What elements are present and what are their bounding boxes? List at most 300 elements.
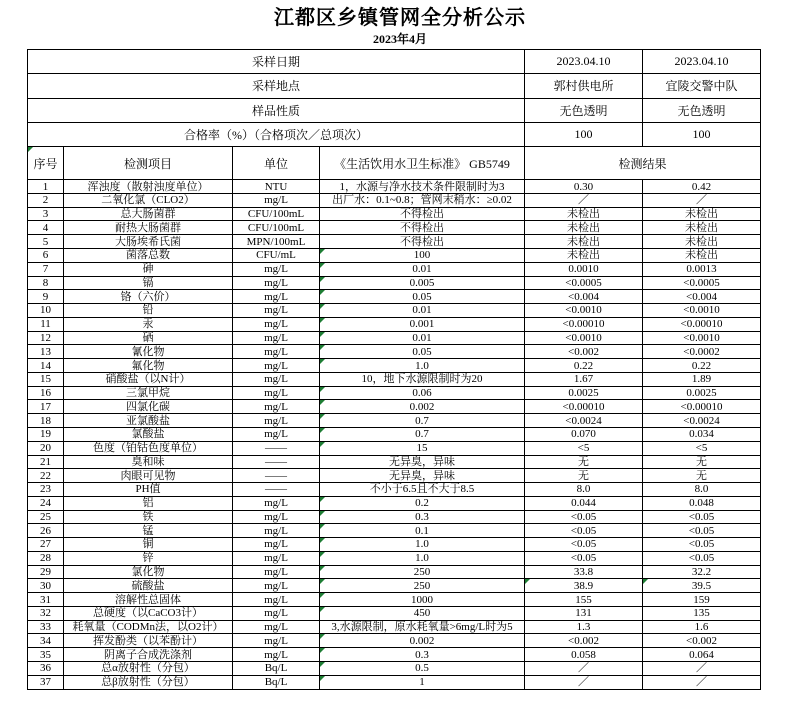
- cell-standard: 0.3: [320, 648, 525, 662]
- cell-standard: 0.1: [320, 524, 525, 538]
- table-row: [28, 317, 761, 331]
- cell-flag-triangle-icon: [320, 497, 325, 502]
- cell-unit: mg/L: [233, 620, 320, 634]
- cell-flag-triangle-icon: [320, 332, 325, 337]
- cell-result-2: 32.2: [643, 565, 761, 579]
- table-header-row: [28, 147, 761, 180]
- cell-result-2: 未检出: [643, 207, 761, 221]
- analysis-table: [27, 49, 761, 690]
- cell-result-1: <0.0010: [525, 331, 643, 345]
- cell-result-1: <0.05: [525, 524, 643, 538]
- table-row: [28, 634, 761, 648]
- cell-result-1: <0.00010: [525, 400, 643, 414]
- cell-item: 铝: [64, 496, 233, 510]
- cell-no: 24: [28, 496, 64, 510]
- cell-standard: 0.01: [320, 262, 525, 276]
- cell-result-2: <0.002: [643, 634, 761, 648]
- meta-label: 采样日期: [28, 50, 525, 74]
- meta-value-2: 2023.04.10: [643, 50, 761, 74]
- page-subtitle: 2023年4月: [372, 32, 427, 46]
- cell-result-1: <0.05: [525, 510, 643, 524]
- cell-result-1: 0.0010: [525, 262, 643, 276]
- cell-standard: 0.05: [320, 345, 525, 359]
- cell-no: 1: [28, 180, 64, 194]
- table-row: [28, 276, 761, 290]
- cell-result-1: 1.67: [525, 372, 643, 386]
- cell-flag-triangle-icon: [320, 345, 325, 350]
- cell-item: 菌落总数: [64, 249, 233, 263]
- cell-result-1: 未检出: [525, 235, 643, 249]
- cell-item: 浑浊度（散射浊度单位）: [64, 180, 233, 194]
- cell-unit: mg/L: [233, 290, 320, 304]
- cell-unit: mg/L: [233, 372, 320, 386]
- cell-item: 三氯甲烷: [64, 386, 233, 400]
- cell-result-1: ／: [525, 661, 643, 675]
- cell-result-2: <0.0010: [643, 331, 761, 345]
- table-row: [28, 386, 761, 400]
- cell-unit: Bq/L: [233, 675, 320, 689]
- cell-standard: 3,水源限制，原水耗氧量>6mg/L时为5: [320, 620, 525, 634]
- cell-no: 19: [28, 427, 64, 441]
- cell-result-2: 未检出: [643, 235, 761, 249]
- cell-no: 8: [28, 276, 64, 290]
- col-header-standard: 《生活饮用水卫生标准》 GB5749: [320, 147, 525, 180]
- cell-unit: mg/L: [233, 634, 320, 648]
- table-row: [28, 262, 761, 276]
- cell-no: 3: [28, 207, 64, 221]
- cell-item: 臭和味: [64, 455, 233, 469]
- cell-unit: mg/L: [233, 331, 320, 345]
- cell-flag-triangle-icon: [320, 593, 325, 598]
- cell-result-2: 135: [643, 606, 761, 620]
- cell-no: 16: [28, 386, 64, 400]
- cell-unit: mg/L: [233, 262, 320, 276]
- cell-item: 铬（六价）: [64, 290, 233, 304]
- meta-row-pass-rate: [28, 122, 761, 146]
- table-row: [28, 414, 761, 428]
- cell-flag-triangle-icon: [320, 607, 325, 612]
- cell-no: 4: [28, 221, 64, 235]
- cell-unit: Bq/L: [233, 661, 320, 675]
- cell-no: 30: [28, 579, 64, 593]
- meta-value-1: 2023.04.10: [525, 50, 643, 74]
- cell-standard: 0.01: [320, 331, 525, 345]
- cell-no: 32: [28, 606, 64, 620]
- meta-row-sampling-location: [28, 74, 761, 98]
- col-header-result: 检测结果: [525, 147, 761, 180]
- cell-item: 亚氯酸盐: [64, 414, 233, 428]
- meta-value-1: 100: [525, 122, 643, 146]
- cell-no: 23: [28, 483, 64, 497]
- cell-result-2: 未检出: [643, 249, 761, 263]
- cell-item: 铅: [64, 304, 233, 318]
- cell-unit: MPN/100mL: [233, 235, 320, 249]
- meta-label: 样品性质: [28, 98, 525, 122]
- cell-result-2: <0.05: [643, 524, 761, 538]
- cell-result-1: 0.0025: [525, 386, 643, 400]
- cell-result-2: 159: [643, 593, 761, 607]
- cell-item: 氯化物: [64, 565, 233, 579]
- table-row: [28, 400, 761, 414]
- cell-flag-triangle-icon: [320, 263, 325, 268]
- table-row: [28, 510, 761, 524]
- cell-no: 2: [28, 193, 64, 207]
- cell-standard: 15: [320, 441, 525, 455]
- cell-result-2: 8.0: [643, 483, 761, 497]
- cell-item: 耗氧量（CODMn法，以O2计）: [64, 620, 233, 634]
- cell-standard: 10，地下水源限制时为20: [320, 372, 525, 386]
- cell-standard: 0.3: [320, 510, 525, 524]
- cell-unit: CFU/100mL: [233, 221, 320, 235]
- cell-no: 21: [28, 455, 64, 469]
- cell-no: 12: [28, 331, 64, 345]
- cell-flag-triangle-icon: [320, 676, 325, 681]
- cell-no: 33: [28, 620, 64, 634]
- cell-no: 13: [28, 345, 64, 359]
- cell-unit: CFU/mL: [233, 249, 320, 263]
- table-row: [28, 207, 761, 221]
- cell-unit: mg/L: [233, 510, 320, 524]
- cell-no: 28: [28, 551, 64, 565]
- cell-flag-triangle-icon: [320, 277, 325, 282]
- cell-unit: mg/L: [233, 579, 320, 593]
- cell-unit: ——: [233, 469, 320, 483]
- cell-flag-triangle-icon: [320, 414, 325, 419]
- cell-result-2: <0.0024: [643, 414, 761, 428]
- cell-unit: mg/L: [233, 538, 320, 552]
- meta-row-sampling-date: [28, 50, 761, 74]
- cell-no: 9: [28, 290, 64, 304]
- table-row: [28, 648, 761, 662]
- cell-unit: mg/L: [233, 359, 320, 373]
- cell-item: 色度（铂钴色度单位）: [64, 441, 233, 455]
- cell-flag-triangle-icon: [643, 579, 648, 584]
- cell-flag-triangle-icon: [28, 147, 33, 152]
- table-row: [28, 235, 761, 249]
- table-row: [28, 180, 761, 194]
- cell-result-1: 1.3: [525, 620, 643, 634]
- cell-unit: mg/L: [233, 524, 320, 538]
- results-tbody: [28, 180, 761, 689]
- cell-result-1: <0.00010: [525, 317, 643, 331]
- meta-row-sample-nature: [28, 98, 761, 122]
- cell-result-1: 未检出: [525, 207, 643, 221]
- cell-item: 阴离子合成洗涤剂: [64, 648, 233, 662]
- table-row: [28, 441, 761, 455]
- cell-result-1: <0.0024: [525, 414, 643, 428]
- meta-tbody: [28, 50, 761, 147]
- cell-flag-triangle-icon: [320, 579, 325, 584]
- cell-standard: 250: [320, 565, 525, 579]
- cell-standard: 0.7: [320, 427, 525, 441]
- cell-no: 25: [28, 510, 64, 524]
- cell-result-2: 0.42: [643, 180, 761, 194]
- table-row: [28, 359, 761, 373]
- table-row: [28, 661, 761, 675]
- cell-unit: mg/L: [233, 304, 320, 318]
- cell-unit: ——: [233, 483, 320, 497]
- cell-standard: 无异臭，异味: [320, 455, 525, 469]
- table-row: [28, 331, 761, 345]
- cell-result-2: <0.00010: [643, 317, 761, 331]
- cell-flag-triangle-icon: [320, 511, 325, 516]
- cell-result-1: <0.05: [525, 538, 643, 552]
- meta-value-2: 宜陵交警中队: [643, 74, 761, 98]
- cell-standard: 0.005: [320, 276, 525, 290]
- cell-item: 肉眼可见物: [64, 469, 233, 483]
- cell-item: 总α放射性（分包）: [64, 661, 233, 675]
- meta-value-1: 无色透明: [525, 98, 643, 122]
- page-title: 江都区乡镇管网全分析公示: [274, 7, 526, 29]
- cell-result-2: 0.034: [643, 427, 761, 441]
- cell-result-1: ／: [525, 675, 643, 689]
- table-row: [28, 193, 761, 207]
- cell-no: 26: [28, 524, 64, 538]
- table-row: [28, 565, 761, 579]
- cell-item: 砷: [64, 262, 233, 276]
- cell-no: 14: [28, 359, 64, 373]
- cell-no: 34: [28, 634, 64, 648]
- cell-item: 大肠埃希氏菌: [64, 235, 233, 249]
- table-row: [28, 620, 761, 634]
- cell-standard: 0.7: [320, 414, 525, 428]
- cell-standard: 0.001: [320, 317, 525, 331]
- table-row: [28, 579, 761, 593]
- cell-item: 氰化物: [64, 345, 233, 359]
- cell-result-2: ／: [643, 675, 761, 689]
- cell-standard: 无异臭，异味: [320, 469, 525, 483]
- cell-result-1: 0.22: [525, 359, 643, 373]
- cell-standard: 不小于6.5且不大于8.5: [320, 483, 525, 497]
- cell-standard: 1.0: [320, 359, 525, 373]
- cell-result-1: <0.002: [525, 634, 643, 648]
- cell-flag-triangle-icon: [320, 648, 325, 653]
- meta-label: 合格率（%）（合格项次／总项次）: [28, 122, 525, 146]
- cell-unit: mg/L: [233, 551, 320, 565]
- cell-result-2: 0.048: [643, 496, 761, 510]
- cell-standard: 0.06: [320, 386, 525, 400]
- cell-flag-triangle-icon: [320, 318, 325, 323]
- cell-result-2: <0.05: [643, 510, 761, 524]
- cell-result-1: 无: [525, 455, 643, 469]
- cell-no: 11: [28, 317, 64, 331]
- cell-result-1: 0.070: [525, 427, 643, 441]
- table-row: [28, 524, 761, 538]
- cell-unit: CFU/100mL: [233, 207, 320, 221]
- cell-standard: 450: [320, 606, 525, 620]
- cell-flag-triangle-icon: [320, 552, 325, 557]
- cell-standard: 250: [320, 579, 525, 593]
- table-row: [28, 606, 761, 620]
- cell-unit: mg/L: [233, 565, 320, 579]
- cell-item: 溶解性总固体: [64, 593, 233, 607]
- cell-standard: 不得检出: [320, 221, 525, 235]
- col-header-unit: 单位: [233, 147, 320, 180]
- cell-result-2: <0.0005: [643, 276, 761, 290]
- meta-value-2: 100: [643, 122, 761, 146]
- cell-result-2: <0.0010: [643, 304, 761, 318]
- cell-standard: 0.01: [320, 304, 525, 318]
- cell-unit: mg/L: [233, 427, 320, 441]
- cell-flag-triangle-icon: [320, 387, 325, 392]
- cell-result-2: <0.0002: [643, 345, 761, 359]
- cell-item: 挥发酚类（以苯酚计）: [64, 634, 233, 648]
- cell-standard: 0.2: [320, 496, 525, 510]
- cell-result-1: 33.8: [525, 565, 643, 579]
- cell-unit: ——: [233, 455, 320, 469]
- cell-item: 硫酸盐: [64, 579, 233, 593]
- cell-result-1: 38.9: [525, 579, 643, 593]
- cell-item: 汞: [64, 317, 233, 331]
- cell-result-1: <0.002: [525, 345, 643, 359]
- table-row: [28, 551, 761, 565]
- cell-result-1: <0.004: [525, 290, 643, 304]
- cell-result-2: 0.064: [643, 648, 761, 662]
- cell-result-2: <0.004: [643, 290, 761, 304]
- header-tbody: [28, 147, 761, 180]
- col-header-no: 序号: [28, 147, 64, 180]
- cell-result-1: 8.0: [525, 483, 643, 497]
- cell-unit: NTU: [233, 180, 320, 194]
- cell-result-1: 0.30: [525, 180, 643, 194]
- cell-result-2: <0.00010: [643, 400, 761, 414]
- cell-result-1: 无: [525, 469, 643, 483]
- cell-standard: 1: [320, 675, 525, 689]
- cell-flag-triangle-icon: [320, 634, 325, 639]
- cell-standard: 出厂水：0.1~0.8；管网末稍水：≥0.02: [320, 193, 525, 207]
- cell-item: 铁: [64, 510, 233, 524]
- cell-item: 总硬度（以CaCO3计）: [64, 606, 233, 620]
- cell-unit: mg/L: [233, 276, 320, 290]
- cell-standard: 0.05: [320, 290, 525, 304]
- cell-standard: 不得检出: [320, 235, 525, 249]
- cell-item: 锰: [64, 524, 233, 538]
- meta-value-1: 郭村供电所: [525, 74, 643, 98]
- cell-item: 硒: [64, 331, 233, 345]
- cell-item: 耐热大肠菌群: [64, 221, 233, 235]
- cell-no: 36: [28, 661, 64, 675]
- table-row: [28, 372, 761, 386]
- cell-result-2: 0.0025: [643, 386, 761, 400]
- table-row: [28, 427, 761, 441]
- cell-unit: mg/L: [233, 496, 320, 510]
- cell-result-2: 无: [643, 455, 761, 469]
- table-row: [28, 455, 761, 469]
- cell-result-2: ／: [643, 193, 761, 207]
- table-row: [28, 593, 761, 607]
- cell-standard: 1000: [320, 593, 525, 607]
- cell-no: 17: [28, 400, 64, 414]
- cell-no: 37: [28, 675, 64, 689]
- cell-unit: mg/L: [233, 414, 320, 428]
- cell-standard: 1.0: [320, 551, 525, 565]
- cell-item: 二氧化氯（CLO2）: [64, 193, 233, 207]
- cell-item: 氯酸盐: [64, 427, 233, 441]
- cell-unit: mg/L: [233, 317, 320, 331]
- cell-unit: mg/L: [233, 648, 320, 662]
- cell-result-2: <0.05: [643, 551, 761, 565]
- cell-flag-triangle-icon: [320, 304, 325, 309]
- cell-result-2: <0.05: [643, 538, 761, 552]
- cell-result-1: 未检出: [525, 249, 643, 263]
- col-header-item: 检测项目: [64, 147, 233, 180]
- table-row: [28, 496, 761, 510]
- cell-result-2: <5: [643, 441, 761, 455]
- cell-standard: 0.002: [320, 400, 525, 414]
- cell-item: 硝酸盐（以N计）: [64, 372, 233, 386]
- cell-item: 氟化物: [64, 359, 233, 373]
- cell-unit: mg/L: [233, 193, 320, 207]
- cell-unit: mg/L: [233, 386, 320, 400]
- cell-result-1: <0.05: [525, 551, 643, 565]
- cell-standard: 1，水源与净水技术条件限制时为3: [320, 180, 525, 194]
- cell-item: 铜: [64, 538, 233, 552]
- meta-label: 采样地点: [28, 74, 525, 98]
- table-row: [28, 675, 761, 689]
- cell-item: 总β放射性（分包）: [64, 675, 233, 689]
- cell-item: 镉: [64, 276, 233, 290]
- cell-result-2: 0.0013: [643, 262, 761, 276]
- cell-result-2: 1.6: [643, 620, 761, 634]
- cell-no: 10: [28, 304, 64, 318]
- cell-no: 6: [28, 249, 64, 263]
- cell-item: 总大肠菌群: [64, 207, 233, 221]
- cell-no: 7: [28, 262, 64, 276]
- cell-item: 锌: [64, 551, 233, 565]
- table-row: [28, 345, 761, 359]
- cell-result-2: 1.89: [643, 372, 761, 386]
- cell-item: 四氯化碳: [64, 400, 233, 414]
- cell-flag-triangle-icon: [320, 442, 325, 447]
- cell-no: 22: [28, 469, 64, 483]
- cell-flag-triangle-icon: [320, 538, 325, 543]
- cell-result-1: 0.044: [525, 496, 643, 510]
- table-row: [28, 304, 761, 318]
- cell-result-2: 0.22: [643, 359, 761, 373]
- table-row: [28, 538, 761, 552]
- cell-flag-triangle-icon: [320, 359, 325, 364]
- cell-result-2: ／: [643, 661, 761, 675]
- cell-standard: 100: [320, 249, 525, 263]
- cell-standard: 不得检出: [320, 207, 525, 221]
- meta-value-2: 无色透明: [643, 98, 761, 122]
- cell-result-1: ／: [525, 193, 643, 207]
- cell-flag-triangle-icon: [320, 428, 325, 433]
- table-row: [28, 221, 761, 235]
- cell-result-1: 0.058: [525, 648, 643, 662]
- cell-unit: mg/L: [233, 400, 320, 414]
- cell-result-1: <0.0005: [525, 276, 643, 290]
- cell-flag-triangle-icon: [320, 662, 325, 667]
- cell-no: 31: [28, 593, 64, 607]
- cell-flag-triangle-icon: [320, 566, 325, 571]
- cell-no: 20: [28, 441, 64, 455]
- cell-flag-triangle-icon: [320, 249, 325, 254]
- cell-result-2: 未检出: [643, 221, 761, 235]
- cell-result-1: <5: [525, 441, 643, 455]
- cell-standard: 0.002: [320, 634, 525, 648]
- cell-item: PH值: [64, 483, 233, 497]
- table-row: [28, 290, 761, 304]
- cell-result-1: 未检出: [525, 221, 643, 235]
- cell-unit: ——: [233, 441, 320, 455]
- table-row: [28, 249, 761, 263]
- cell-no: 35: [28, 648, 64, 662]
- cell-standard: 1.0: [320, 538, 525, 552]
- cell-no: 29: [28, 565, 64, 579]
- table-row: [28, 483, 761, 497]
- cell-no: 5: [28, 235, 64, 249]
